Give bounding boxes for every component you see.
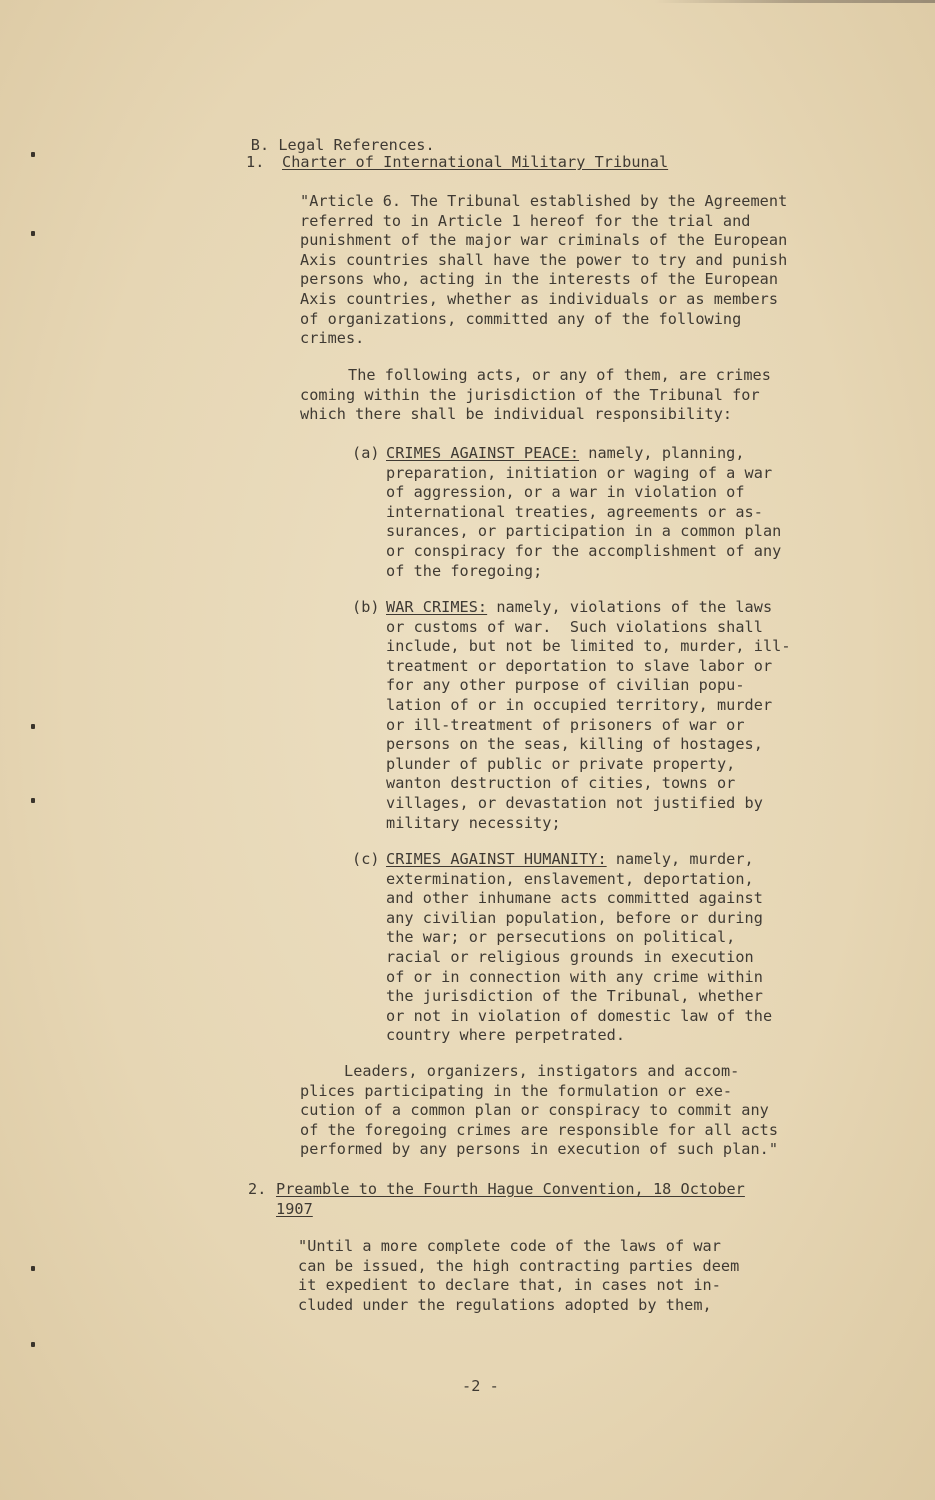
section2-title xyxy=(276,1180,745,1219)
crime-item-heading: CRIMES AGAINST PEACE: xyxy=(386,444,580,462)
crime-item-first-rest: namely, planning, xyxy=(579,444,745,462)
crime-item-line: of the foregoing; xyxy=(386,561,543,580)
closing-line: plices participating in the formulation or exe- xyxy=(300,1081,733,1100)
crime-item-first-rest: namely, murder, xyxy=(606,850,754,868)
crime-item-label: (c) xyxy=(352,850,380,868)
article6-line: crimes. xyxy=(300,329,365,348)
article6-line: persons who, acting in the interests of the European xyxy=(300,270,779,289)
page-number: -2 - xyxy=(462,1377,499,1395)
crime-item-line: include, but not be limited to, murder, ill- xyxy=(386,637,791,656)
intro-line: The following acts, or any of them, are crimes xyxy=(348,366,771,384)
article6-line: punishment of the major war criminals of the European xyxy=(300,231,788,250)
crime-item-line: country where perpetrated. xyxy=(386,1026,626,1045)
section1-number: 1. xyxy=(246,153,265,171)
closing-line: of the foregoing crimes are responsible for all acts xyxy=(300,1120,779,1139)
crime-item-line: racial or religious grounds in execution xyxy=(386,948,754,966)
hague-quote-line: cluded under the regulations adopted by them, xyxy=(298,1295,712,1314)
intro-line: coming within the jurisdiction of the Tribunal for xyxy=(300,385,760,404)
article6-line: referred to in Article 1 hereof for the trial and xyxy=(300,211,751,230)
intro-line: which there shall be individual responsibility: xyxy=(300,405,733,424)
closing-line: cution of a common plan or conspiracy to commit any xyxy=(300,1101,769,1120)
crime-item-line: or customs of war. Such violations shall xyxy=(386,617,763,636)
closing-line: Leaders, organizers, instigators and accom- xyxy=(344,1062,740,1080)
crime-item-line: wanton destruction of cities, towns or xyxy=(386,774,736,793)
crime-item-heading: CRIMES AGAINST HUMANITY: xyxy=(386,850,607,868)
crime-item-line: and other inhumane acts committed against xyxy=(386,889,763,908)
section1-title: Charter of International Military Tribunal xyxy=(282,153,669,171)
article6-line: Axis countries, whether as individuals or as members xyxy=(300,290,779,308)
crime-item-line: plunder of public or private property, xyxy=(386,754,736,773)
crime-item-line: extermination, enslavement, deportation, xyxy=(386,869,754,888)
hague-quote-line: can be issued, the high contracting parties deem xyxy=(298,1256,740,1275)
crime-item-line: or conspiracy for the accomplishment of any xyxy=(386,542,782,560)
hague-quote-line: "Until a more complete code of the laws of war xyxy=(298,1237,721,1255)
crime-item-first-line xyxy=(386,850,754,870)
closing-line: performed by any persons in execution of such plan." xyxy=(300,1140,779,1159)
crime-item-line: military necessity; xyxy=(386,813,561,832)
crime-item-line: surances, or participation in a common plan xyxy=(386,522,782,541)
section2-title-line1: Preamble to the Fourth Hague Convention, 18 October xyxy=(276,1180,745,1198)
crime-item-line: lation of or in occupied territory, murder xyxy=(386,696,773,714)
section-heading-text: B. Legal References. xyxy=(250,135,435,154)
crime-item-line: or not in violation of domestic law of the xyxy=(386,1006,773,1025)
article6-line: Axis countries shall have the power to try and punish xyxy=(300,250,788,269)
article6-line: of organizations, committed any of the following xyxy=(300,309,742,328)
crime-item-line: of aggression, or a war in violation of xyxy=(386,483,745,502)
section2-title-line2: 1907 xyxy=(276,1199,313,1218)
crime-item-line: for any other purpose of civilian popu- xyxy=(386,676,745,695)
article6-line: "Article 6. The Tribunal established by the Agreement xyxy=(300,192,788,210)
margin-mark xyxy=(31,152,35,157)
crime-item-line: of or in connection with any crime within xyxy=(386,967,763,986)
crime-item-line: international treaties, agreements or as- xyxy=(386,502,763,521)
crime-item-line: any civilian population, before or during xyxy=(386,908,763,927)
crime-item-heading: WAR CRIMES: xyxy=(386,598,488,616)
hague-quote-line: it expedient to declare that, in cases not in- xyxy=(298,1276,721,1295)
margin-mark xyxy=(31,231,35,236)
crime-item-first-line xyxy=(386,598,772,618)
margin-mark xyxy=(31,724,35,729)
crime-item-first-rest: namely, violations of the laws xyxy=(487,598,773,616)
crime-item-line: persons on the seas, killing of hostages, xyxy=(386,735,763,754)
crime-item-line: or ill-treatment of prisoners of war or xyxy=(386,715,745,734)
crime-item-line: the jurisdiction of the Tribunal, whether xyxy=(386,987,763,1006)
page-top-edge xyxy=(0,0,935,3)
crime-item-label: (a) xyxy=(352,444,380,462)
crime-item-label: (b) xyxy=(352,598,380,616)
crime-item-line: the war; or persecutions on political, xyxy=(386,928,736,947)
crime-item-first-line xyxy=(386,444,745,464)
section2-number: 2. xyxy=(248,1180,267,1198)
crime-item-line: treatment or deportation to slave labor or xyxy=(386,656,773,675)
crime-item-line: villages, or devastation not justified by xyxy=(386,794,763,812)
crime-item-line: preparation, initiation or waging of a war xyxy=(386,463,773,482)
margin-mark xyxy=(31,1342,35,1347)
margin-mark xyxy=(31,1266,35,1271)
margin-mark xyxy=(31,798,35,803)
